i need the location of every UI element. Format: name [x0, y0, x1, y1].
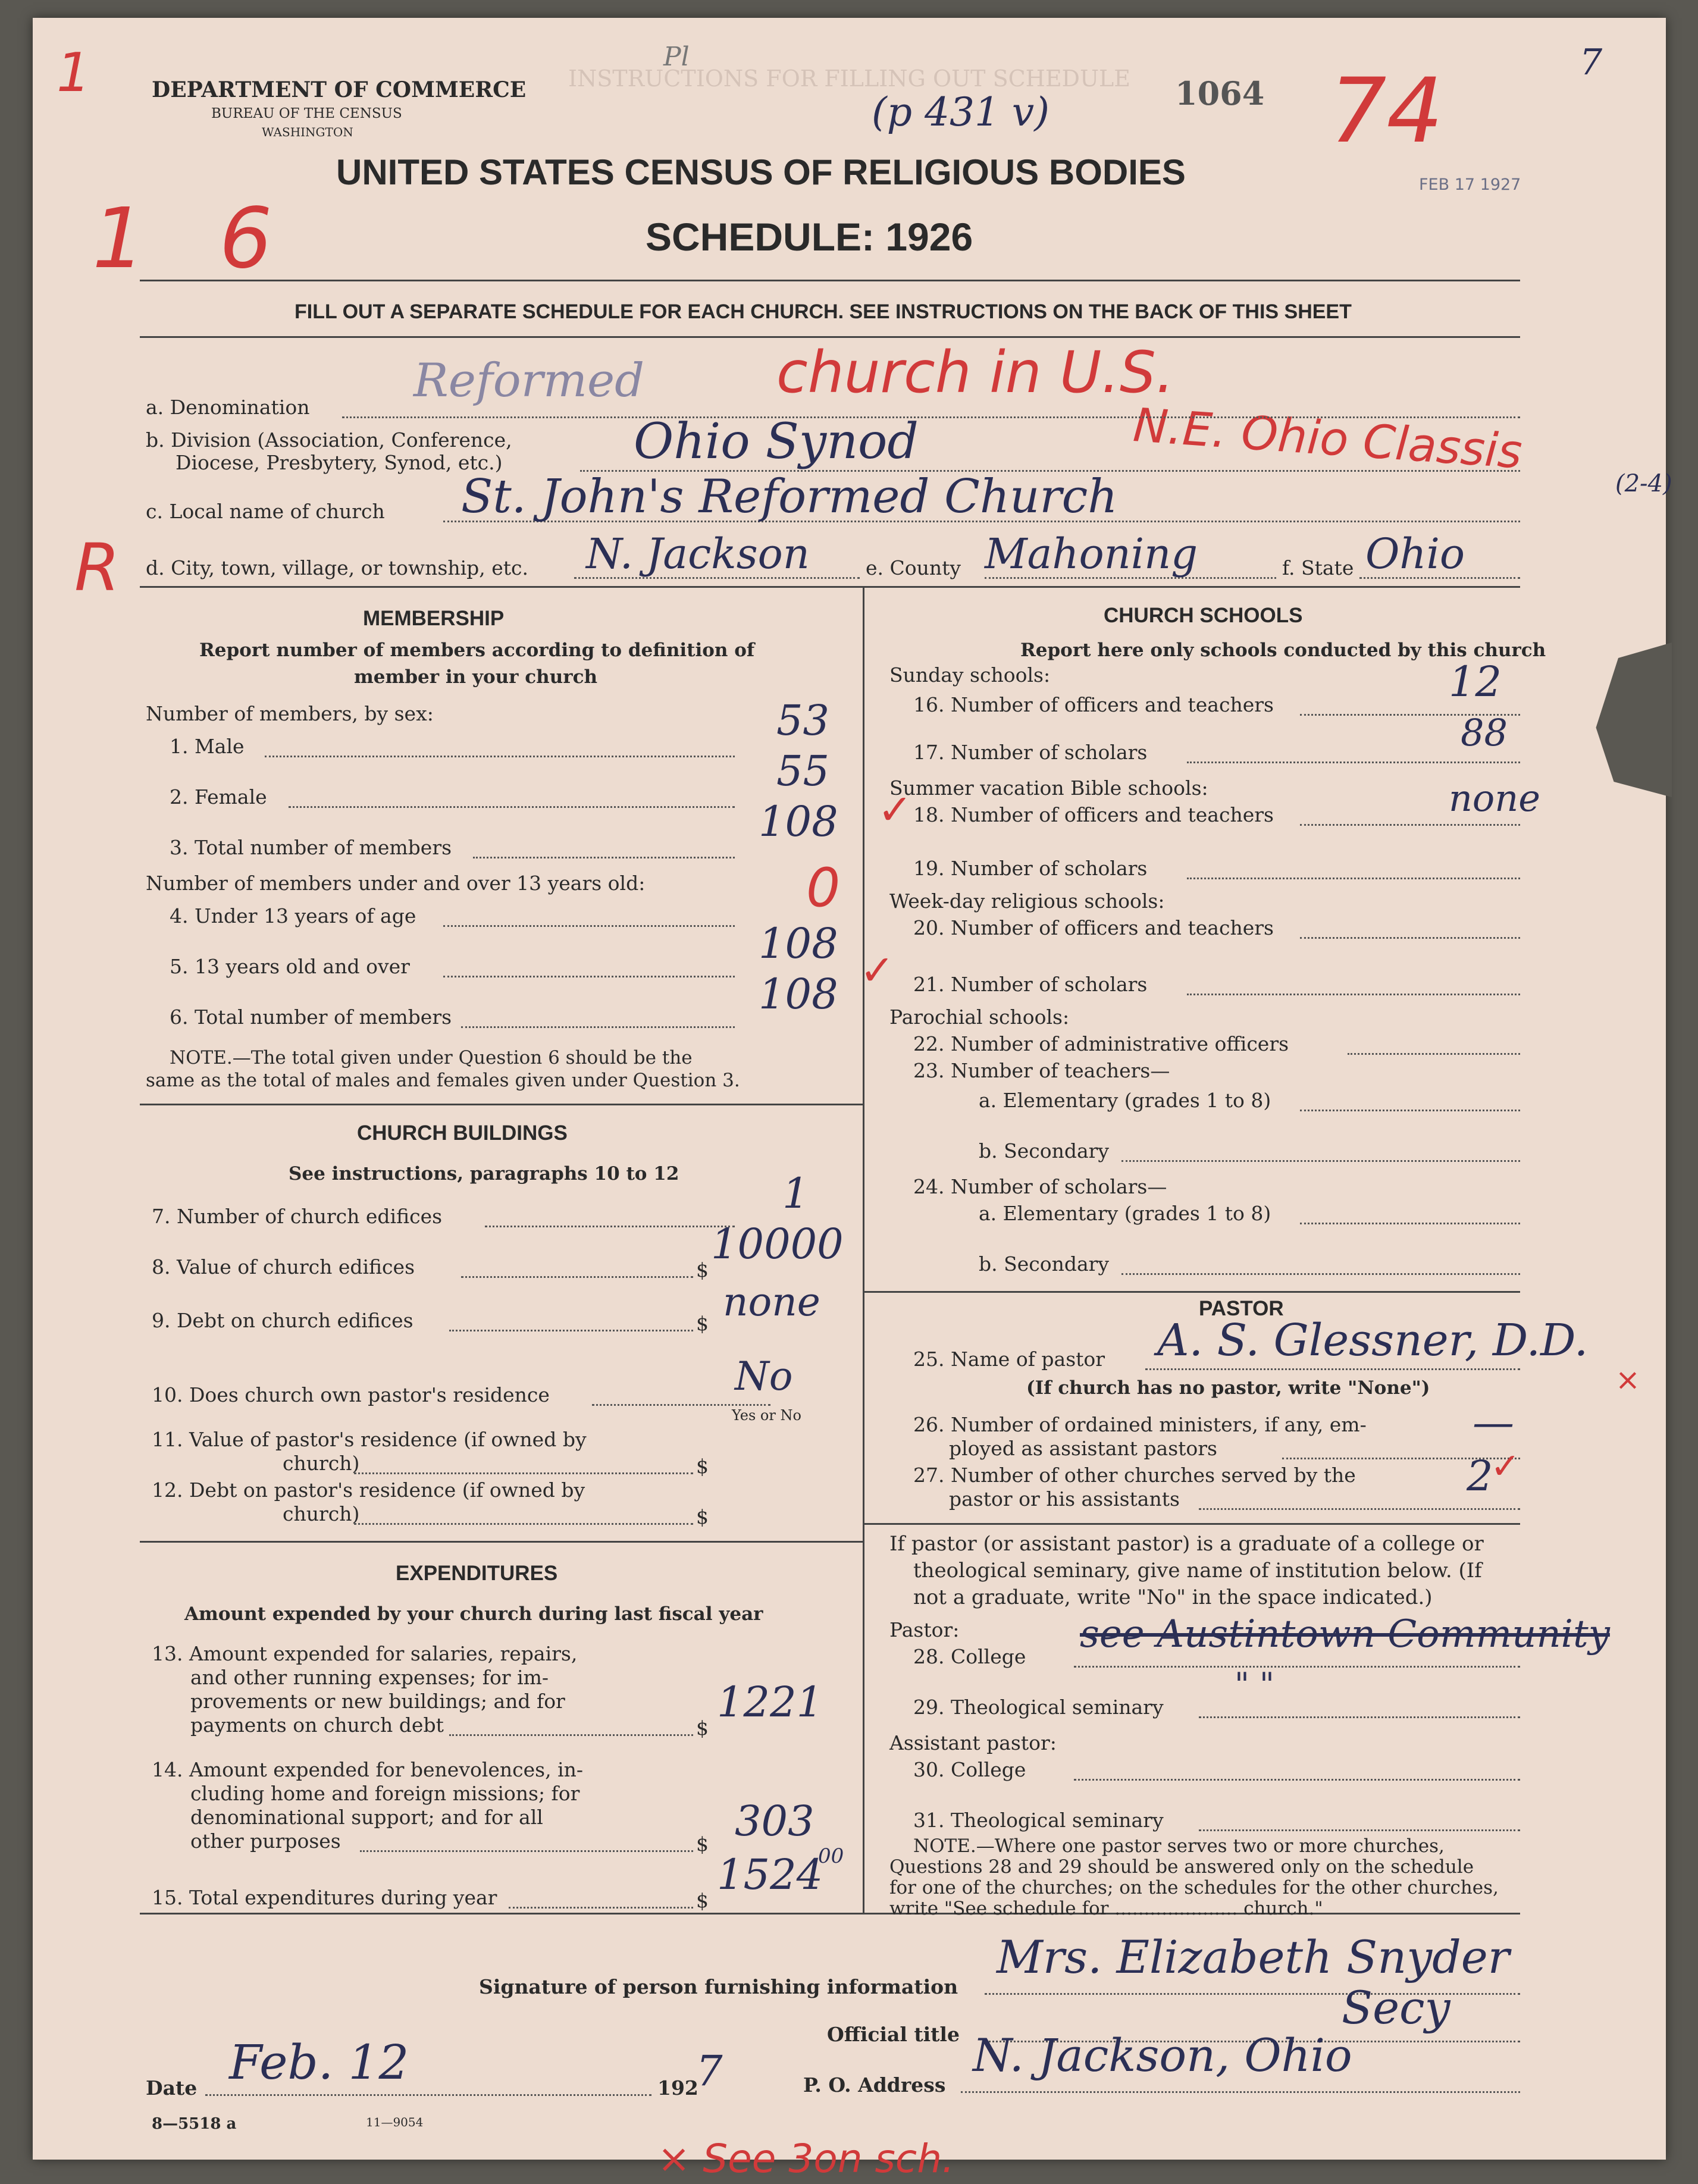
q26-value: — — [1473, 1398, 1514, 1447]
q29-value: " " — [1235, 1666, 1274, 1703]
division-value: Ohio Synod — [634, 413, 919, 470]
received-date-stamp: FEB 17 1927 — [1419, 176, 1521, 194]
annotation-16: 1 6 — [92, 190, 296, 287]
pastor-label: Pastor: — [889, 1618, 960, 1641]
annotation-classis-code: (2-4) — [1615, 470, 1672, 497]
state-value: Ohio — [1365, 529, 1465, 578]
q27-value: 2 — [1467, 1452, 1493, 1500]
parochial-schools-label: Parochial schools: — [889, 1005, 1070, 1029]
q23b-label: b. Secondary — [979, 1139, 1110, 1162]
annotation-bottom: × See 3on sch. — [657, 2136, 955, 2182]
q21-label: 21. Number of scholars — [913, 973, 1148, 996]
q9-value: none — [723, 1279, 820, 1325]
q20-label: 20. Number of officers and teachers — [913, 916, 1274, 939]
official-title-value: Secy — [1342, 1981, 1450, 2034]
q30-label: 30. College — [913, 1758, 1026, 1781]
q28-value: see Austintown Community — [1080, 1612, 1610, 1656]
bureau-heading: BUREAU OF THE CENSUS — [211, 106, 402, 121]
yes-no-hint: Yes or No — [732, 1407, 801, 1424]
check-mark: ✓ — [878, 785, 913, 834]
check-mark: ✓ — [860, 946, 895, 995]
q14-label-2: cluding home and foreign missions; for — [190, 1782, 580, 1805]
q3-value: 108 — [759, 797, 838, 846]
annotation-r: R — [74, 529, 120, 606]
q8-dollar: $ — [696, 1258, 709, 1281]
q13-dollar: $ — [696, 1716, 709, 1740]
q25-value: A. S. Glessner, D.D. — [1157, 1315, 1589, 1366]
q13-label-1: 13. Amount expended for salaries, repairs, — [152, 1642, 578, 1665]
q14-dollar: $ — [696, 1832, 709, 1856]
annotation-classis: N.E. Ohio Classis — [1131, 399, 1524, 480]
pastor-note-4: write "See schedule for ..................... church." — [889, 1898, 1323, 1919]
q16-value: 12 — [1449, 657, 1502, 706]
q15-value: 1524 — [717, 1850, 823, 1899]
dept-heading: DEPARTMENT OF COMMERCE — [152, 77, 527, 102]
members-by-sex-label: Number of members, by sex: — [146, 702, 434, 725]
summer-schools-label: Summer vacation Bible schools: — [889, 776, 1208, 800]
pastor-note-2: Questions 28 and 29 should be answered only on the schedule — [889, 1856, 1474, 1878]
q13-label-2: and other running expenses; for im- — [190, 1666, 549, 1689]
assistant-pastor-label: Assistant pastor: — [889, 1731, 1057, 1754]
q13-label-3: provements or new buildings; and for — [190, 1690, 565, 1713]
expenditures-heading: EXPENDITURES — [396, 1562, 558, 1585]
q12-label-2: church) — [283, 1502, 360, 1525]
q11-dollar: $ — [696, 1455, 709, 1478]
division-label-1: b. Division (Association, Conference, — [146, 428, 512, 452]
q13-label-4: payments on church debt — [190, 1713, 444, 1737]
form-number: 8—5518 a — [152, 2115, 237, 2133]
instructions-line: FILL OUT A SEPARATE SCHEDULE FOR EACH CHURCH. SEE INSTRUCTIONS ON THE BACK OF THIS SHEET — [295, 300, 1352, 323]
q14-value: 303 — [735, 1797, 814, 1845]
signature-value: Mrs. Elizabeth Snyder — [997, 1931, 1510, 1984]
q11-label-2: church) — [283, 1452, 360, 1475]
membership-note-2: same as the total of males and females given under Question 3. — [146, 1070, 740, 1091]
q12-dollar: $ — [696, 1505, 709, 1528]
denomination-label: a. Denomination — [146, 396, 310, 419]
q15-cents: 00 — [818, 1844, 844, 1868]
pastor-note-1: NOTE.—Where one pastor serves two or more churches, — [913, 1835, 1445, 1857]
buildings-heading: CHURCH BUILDINGS — [357, 1121, 568, 1145]
annotation-7: 7 — [1580, 42, 1603, 83]
q4-label: 4. Under 13 years of age — [170, 904, 416, 928]
q5-value: 108 — [759, 919, 838, 968]
q10-value: No — [735, 1353, 793, 1399]
q17-label: 17. Number of scholars — [913, 741, 1148, 764]
q25-note: (If church has no pastor, write "None") — [1026, 1377, 1430, 1399]
membership-heading: MEMBERSHIP — [363, 607, 505, 630]
weekday-schools-label: Week-day religious schools: — [889, 889, 1165, 913]
county-value: Mahoning — [985, 529, 1198, 578]
church-name-value: St. John's Reformed Church — [461, 470, 1118, 524]
q12-label-1: 12. Debt on pastor's residence (if owned by — [152, 1478, 585, 1502]
q23a-label: a. Elementary (grades 1 to 8) — [979, 1089, 1271, 1112]
q8-value: 10000 — [711, 1220, 844, 1268]
census-schedule-sheet — [33, 18, 1672, 2182]
x-mark: × — [1615, 1362, 1640, 1397]
denomination-value: Reformed — [413, 354, 645, 408]
q6-value: 108 — [759, 970, 838, 1019]
graduate-instr-3: not a graduate, write "No" in the space indicated.) — [913, 1585, 1433, 1609]
expenditures-intro: Amount expended by your church during last fiscal year — [184, 1603, 763, 1625]
q26-label-2: ployed as assistant pastors — [949, 1437, 1217, 1460]
pastor-heading: PASTOR — [1199, 1297, 1284, 1320]
q2-value: 55 — [776, 747, 830, 795]
q9-label: 9. Debt on church edifices — [152, 1309, 413, 1332]
annotation-1: 1 — [57, 42, 91, 104]
date-value: Feb. 12 — [229, 2035, 409, 2090]
q6-label: 6. Total number of members — [170, 1005, 452, 1029]
q5-label: 5. 13 years old and over — [170, 955, 410, 978]
print-number: 11—9054 — [366, 2115, 424, 2129]
schedule-number-stamp: 1064 — [1175, 74, 1265, 112]
annotation-page-ref: (p 431 v) — [872, 89, 1049, 135]
q14-label-3: denominational support; and for all — [190, 1806, 543, 1829]
po-address-label: P. O. Address — [803, 2073, 946, 2097]
annotation-pl: Pl — [663, 42, 690, 72]
buildings-intro: See instructions, paragraphs 10 to 12 — [289, 1163, 679, 1185]
division-label-2: Diocese, Presbytery, Synod, etc.) — [176, 451, 503, 474]
q29-label: 29. Theological seminary — [913, 1696, 1164, 1719]
q2-label: 2. Female — [170, 785, 267, 809]
q27-label-1: 27. Number of other churches served by the — [913, 1464, 1356, 1487]
q10-label: 10. Does church own pastor's residence — [152, 1383, 550, 1406]
check-mark: ✓ — [1490, 1446, 1521, 1487]
year-prefix: 192 — [657, 2076, 698, 2100]
age-header: Number of members under and over 13 years old: — [146, 872, 646, 895]
year-suffix: 7 — [696, 2047, 723, 2095]
q28-label: 28. College — [913, 1645, 1026, 1668]
q24b-label: b. Secondary — [979, 1252, 1110, 1276]
q15-dollar: $ — [696, 1889, 709, 1912]
q9-dollar: $ — [696, 1312, 709, 1335]
q22-label: 22. Number of administrative officers — [913, 1032, 1289, 1055]
q18-value: none — [1449, 776, 1540, 820]
county-label: e. County — [866, 556, 961, 579]
bleed-through-text: INSTRUCTIONS FOR FILLING OUT SCHEDULE — [568, 65, 1131, 92]
church-name-label: c. Local name of church — [146, 500, 385, 523]
q14-label-1: 14. Amount expended for benevolences, in- — [152, 1758, 584, 1781]
q8-label: 8. Value of church edifices — [152, 1255, 415, 1279]
q25-label: 25. Name of pastor — [913, 1348, 1105, 1371]
q24-label: 24. Number of scholars— — [913, 1175, 1167, 1198]
po-address-value: N. Jackson, Ohio — [973, 2029, 1352, 2082]
city-value: N. Jackson — [586, 529, 810, 578]
q27-label-2: pastor or his assistants — [949, 1487, 1180, 1511]
membership-note-1: NOTE.—The total given under Question 6 should be the — [170, 1047, 693, 1069]
annotation-74: 74 — [1330, 59, 1443, 163]
q13-value: 1221 — [717, 1678, 823, 1726]
q7-label: 7. Number of church edifices — [152, 1205, 443, 1228]
q11-label-1: 11. Value of pastor's residence (if owned by — [152, 1428, 587, 1451]
form-subtitle: SCHEDULE: 1926 — [646, 215, 973, 259]
membership-intro-2: member in your church — [354, 666, 598, 688]
graduate-instr-1: If pastor (or assistant pastor) is a graduate of a college or — [889, 1532, 1484, 1556]
q15-label: 15. Total expenditures during year — [152, 1886, 497, 1909]
annotation-church-in-us: church in U.S. — [776, 339, 1174, 406]
q19-label: 19. Number of scholars — [913, 857, 1148, 880]
schools-intro: Report here only schools conducted by this church — [1020, 640, 1546, 661]
sunday-schools-label: Sunday schools: — [889, 663, 1051, 687]
q4-value: 0 — [806, 857, 841, 919]
membership-intro-1: Report number of members according to definition of — [199, 640, 755, 661]
state-label: f. State — [1282, 556, 1354, 579]
q18-label: 18. Number of officers and teachers — [913, 803, 1274, 826]
q26-label-1: 26. Number of ordained ministers, if any, em- — [913, 1413, 1367, 1436]
form-title: UNITED STATES CENSUS OF RELIGIOUS BODIES — [336, 152, 1186, 192]
q14-label-4: other purposes — [190, 1829, 341, 1853]
q24a-label: a. Elementary (grades 1 to 8) — [979, 1202, 1271, 1225]
q3-label: 3. Total number of members — [170, 836, 452, 859]
q1-value: 53 — [776, 696, 830, 745]
schools-heading: CHURCH SCHOOLS — [1104, 604, 1303, 627]
city-label: d. City, town, village, or township, etc. — [146, 556, 529, 579]
pastor-note-3: for one of the churches; on the schedules for the other churches, — [889, 1877, 1499, 1898]
q16-label: 16. Number of officers and teachers — [913, 693, 1274, 716]
q23-label: 23. Number of teachers— — [913, 1059, 1170, 1082]
city-heading: WASHINGTON — [262, 125, 353, 139]
official-title-label: Official title — [827, 2023, 960, 2046]
q1-label: 1. Male — [170, 735, 245, 758]
date-label: Date — [146, 2076, 198, 2100]
q7-value: 1 — [782, 1169, 809, 1218]
q17-value: 88 — [1461, 711, 1508, 754]
signature-label: Signature of person furnishing information — [479, 1975, 958, 1998]
graduate-instr-2: theological seminary, give name of institution below. (If — [913, 1559, 1482, 1583]
q31-label: 31. Theological seminary — [913, 1809, 1164, 1832]
